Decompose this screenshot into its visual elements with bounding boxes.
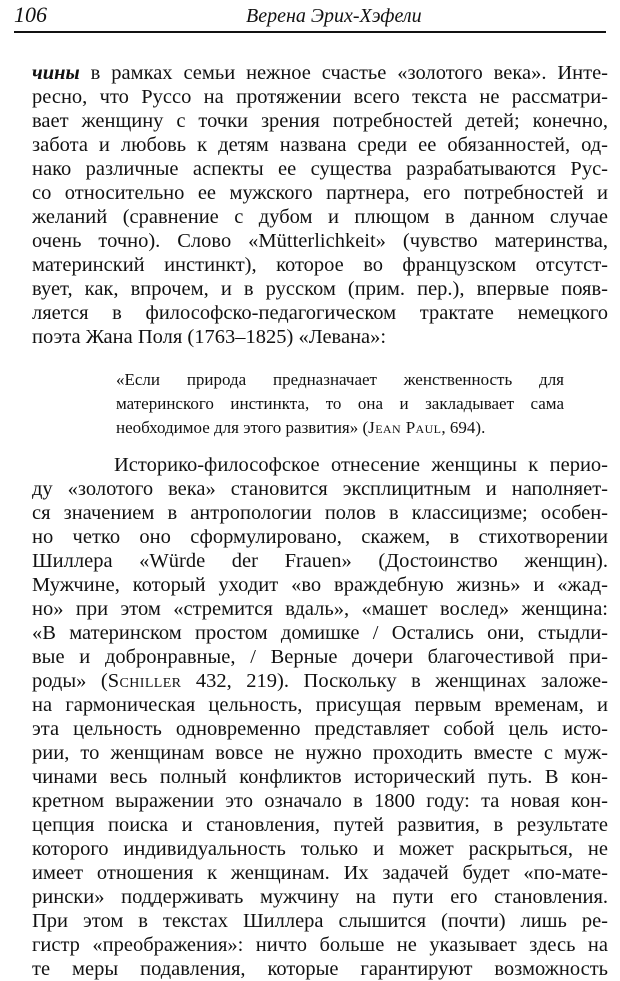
text-fragment: необходимое для этого развития» ( [116, 418, 369, 437]
page-header [14, 2, 606, 32]
text-line: те меры подавления, которые гарантируют возможность [32, 958, 608, 980]
paragraph-1 [32, 61, 608, 349]
text-line: ресно, что Руссо на протяжении всего текста не рассматри- [32, 86, 608, 108]
quote-line: «Если природа предназначает женственность для [116, 370, 564, 389]
quote-line: материнского инстинкта, то она и закладывает сама [116, 394, 564, 413]
text-line: чинами весь полный конфликтов исторический путь. В кон- [32, 766, 608, 788]
page-number: 106 [14, 2, 47, 27]
text-line [32, 61, 608, 85]
quote-line [116, 416, 564, 440]
text-line: нако различные аспекты ее существа разрабатываются Рус- [32, 158, 608, 180]
text-line: но четко оно сформулировано, скажем, в стихотворении [32, 526, 608, 548]
text-line: ду «золотого века» становится эксплицитным и наполняет- [32, 478, 608, 500]
text-line: Историко-философское отнесение женщины к перио- [114, 454, 608, 476]
text-line: вает женщину с точки зрения потребностей детей; конечно, [32, 110, 608, 132]
citation-author: Schiller [107, 670, 182, 692]
text-line: Мужчине, который уходит «во враждебную жизнь» и «жад- [32, 574, 608, 596]
text-line: со относительно ее мужского партнера, его потребностей и [32, 182, 608, 204]
text-line: рински» поддерживать мужчину на пути его становления. [32, 886, 608, 908]
block-quote [116, 368, 564, 440]
text-line: очень точно). Слово «Mütterlichkeit» (чувство материнства, [32, 230, 608, 252]
text-fragment: , 694). [441, 418, 486, 437]
text-line: эта цельность одновременно представляет собой цель исто- [32, 718, 608, 740]
text-line: цепция поиска и становления, путей развития, в результате [32, 814, 608, 836]
text-line: имеет отношения к женщинам. Их задачей будет «по-мате- [32, 862, 608, 884]
text-line: забота и любовь к детям названа среди ее обязанностей, од- [32, 134, 608, 156]
header-rule [14, 31, 606, 33]
text-fragment: в рамках семьи нежное счастье «золотого века». Инте- [79, 62, 608, 84]
text-line: на гармоническая цельность, присущая первым временам, и [32, 694, 608, 716]
text-line: «В материнском простом домишке / Остались они, стыдли- [32, 622, 608, 644]
text-line: ляется в философско-педагогическом трактате немецкого [32, 302, 608, 324]
italic-lead-word: чины [32, 62, 80, 84]
text-line [32, 669, 608, 693]
text-line: желаний (сравнение с дубом и плющом в данном случае [32, 206, 608, 228]
text-line: вые и добронравные, / Верные дочери благочестивой при- [32, 646, 608, 668]
text-line: гистр «преображения»: ничто больше не указывает здесь на [32, 934, 608, 956]
text-line: но» при этом «стремится вдаль», «машет вослед» женщина: [32, 598, 608, 620]
text-line: рии, то женщинам вовсе не нужно проходить вместе с муж- [32, 742, 608, 764]
text-line: кретном выражении это означало в 1800 году: та новая кон- [32, 790, 608, 812]
citation-author: Jean Paul [368, 418, 442, 437]
text-line: ся значением в антропологии полов в классицизме; особен- [32, 502, 608, 524]
text-line: При этом в текстах Шиллера слышится (почти) лишь ре- [32, 910, 608, 932]
text-line: вует, как, впрочем, и в русском (прим. пер.), впервые появ- [32, 278, 608, 300]
text-line: материнский инстинкт), которое во французском отсутст- [32, 254, 608, 276]
text-line: поэта Жана Поля (1763–1825) «Левана»: [32, 326, 387, 348]
running-head: Верена Эрих-Хэфели [246, 5, 422, 27]
text-fragment: роды» ( [32, 670, 108, 692]
paragraph-2 [32, 453, 608, 981]
text-line: Шиллера «Würde der Frauen» (Достоинство женщин). [32, 550, 608, 572]
text-line: которого индивидуальность только и может раскрыться, не [32, 838, 608, 860]
text-fragment: 432, 219). Поскольку в женщинах заложе- [181, 670, 608, 692]
